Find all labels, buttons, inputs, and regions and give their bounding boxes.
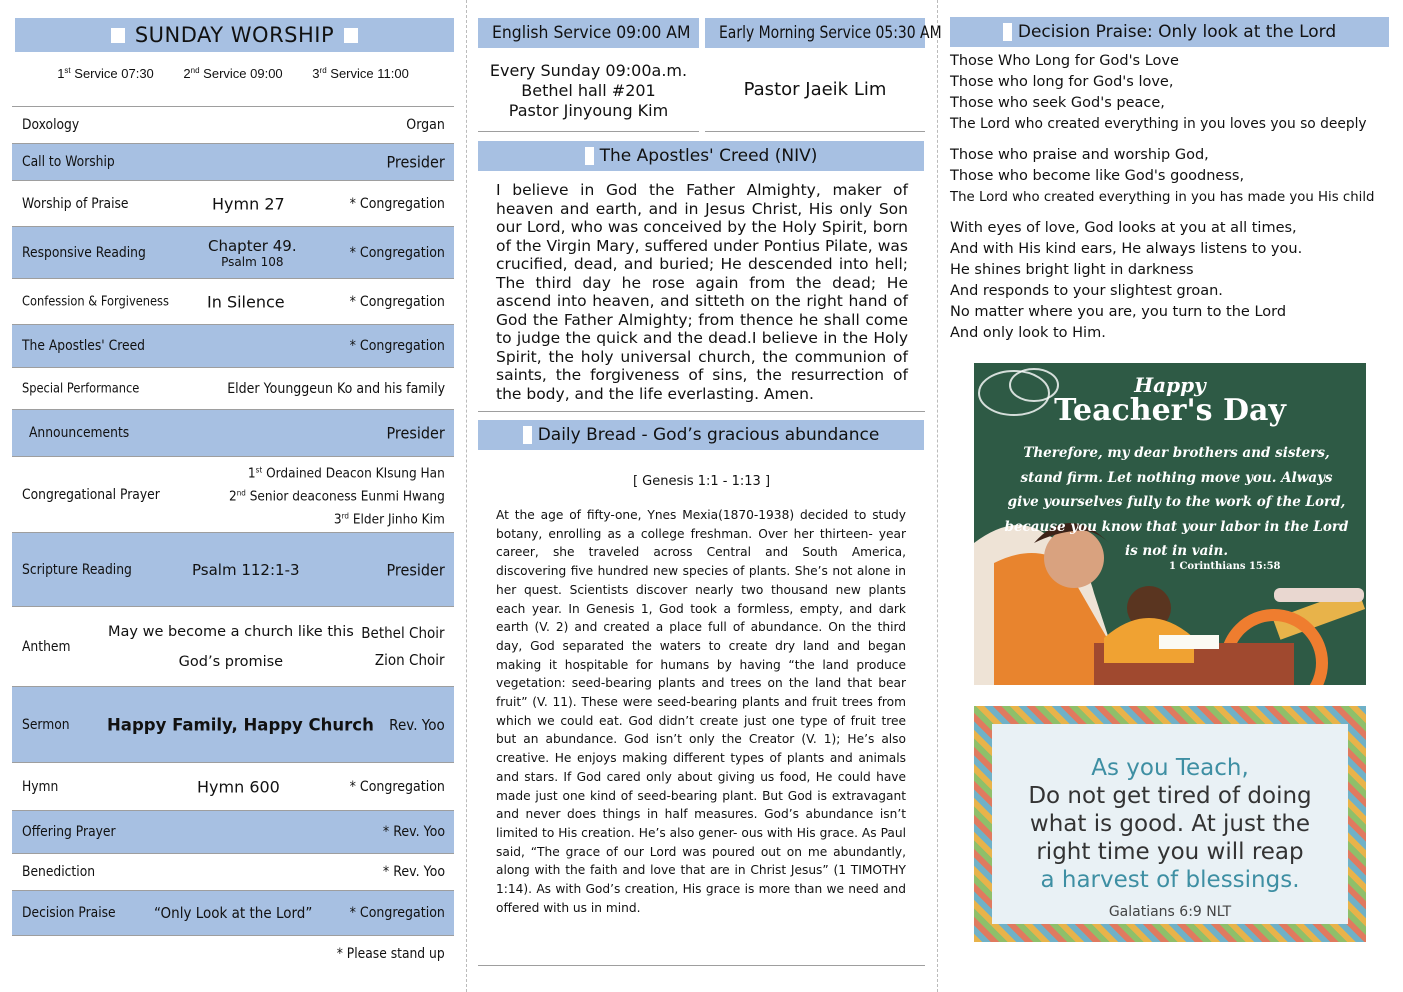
order-row-decision-praise <box>12 890 454 936</box>
row-label: Benediction <box>22 864 96 880</box>
service-time-2: 2nd Service 09:00 <box>183 66 283 81</box>
service-times <box>12 66 454 81</box>
card-line-4: right time you will reap <box>1036 839 1304 865</box>
row-leader: * Rev. Yoo <box>382 824 445 840</box>
teachers-day-citation: 1 Corinthians 15:58 <box>1169 561 1281 572</box>
row-leader: * Congregation <box>349 195 445 212</box>
square-bullet-icon <box>111 28 125 43</box>
prayer-leader-2: 2nd Senior deaconess Eunmi Hwang <box>229 488 445 504</box>
happy-heading: Happy <box>1134 373 1206 397</box>
order-row-doxology <box>12 106 454 143</box>
teachers-day-image <box>974 363 1366 685</box>
row-leader: * Congregation <box>349 905 445 921</box>
row-item: Psalm 112:1-3 <box>192 560 300 579</box>
order-row-apostles-creed <box>12 324 454 367</box>
row-leader: Presider <box>386 423 445 443</box>
prayer-leader-3: 3rd Elder Jinho Kim <box>334 511 445 527</box>
fold-line <box>466 0 467 992</box>
row-leader: Presider <box>386 560 445 579</box>
verse-card <box>992 724 1348 924</box>
daily-bread-text: At the age of fifty-one, Ynes Mexia(1870-1938) decided to study botany, enrolling as a college freshman. Over her thirteen- year career, she traveled across Central and South America, discovering five hundred new species of plants. She’s not alone in her quest. Scientists discover nearly two thousand new plants each year. In Genesis 1, God took a formless, empty, and dark earth (V. 2) and created a place full of abundance. On the third day, God separated the waters to create dry land and began making it hospitable for humans by having “the land produce vegetation: seed-bearing plants and trees on the land that bear fruit” (V. 11). These were seed-bearing plants and fruit trees from which we could eat. God didn’t create just one type of fruit tree but an abundance. God isn’t only the Creator (V. 1); He’s also creative. He enjoys making different types of plants and animals and stars. If God cared only about giving us food, He could have made just one kind of seed-bearing plant. But God is extravagant and never does things in half measures. God’s abundance isn’t limited to His creation. He’s also gener- ous with His grace. As Paul said, “The grace of our Lord was poured out on me abundantly, along with the faith and love that are in Christ Jesus” (1 TIMOTHY 1:14). As with God’s creation, His grace is more than we need and offered with us in mind. <box>496 508 906 915</box>
row-leader: Elder Younggeun Ko and his family <box>227 380 445 397</box>
divider <box>705 131 925 132</box>
teachers-day-verse: Therefore, my dear brothers and sisters, stand firm. Let nothing move you. Always give yourselves fully to the work of the Lord, because you know that your labor in the Lord is not in vain. <box>1004 445 1349 559</box>
row-item: May we become a church like this God’s promise <box>108 623 354 670</box>
english-service-header: English Service 09:00 AM <box>478 18 699 48</box>
row-label: Worship of Praise <box>22 195 129 212</box>
row-leader: * Congregation <box>349 293 445 310</box>
card-line-1: As you Teach, <box>1091 755 1249 781</box>
order-row-anthem <box>12 606 454 686</box>
order-row-special-performance <box>12 367 454 409</box>
row-leader: * Congregation <box>349 338 445 354</box>
row-label: Call to Worship <box>22 154 115 170</box>
lyrics-stanza-3: With eyes of love, God looks at you at all times, And with His kind ears, He always listens to you. He shines bright light in darkness And responds to your slightest groan. No matter where you are, you turn to the Lord And only look to Him. <box>950 220 1303 341</box>
row-label: Special Performance <box>22 381 140 396</box>
row-label: Sermon <box>22 716 70 733</box>
order-row-hymn <box>12 762 454 810</box>
row-leader: * Congregation <box>349 244 445 261</box>
sermon-title: Happy Family, Happy Church <box>107 715 374 734</box>
stand-up-note: * Please stand up <box>337 946 445 962</box>
card-line-3: what is good. At just the <box>1029 811 1311 837</box>
card-citation: Galatians 6:9 NLT <box>1108 904 1232 920</box>
order-row-worship-of-praise <box>12 180 454 226</box>
worship-order-column <box>12 0 454 992</box>
square-bullet-icon <box>1003 23 1012 41</box>
row-leader: * Rev. Yoo <box>382 864 445 880</box>
square-bullet-icon <box>585 147 594 165</box>
row-label: Scripture Reading <box>22 561 132 578</box>
lyrics-stanza-1: Those Who Long for God's Love Those who long for God's love, Those who seek God's peace, The Lord who created everything in you loves you so deeply <box>950 53 1367 132</box>
teachers-day-heading: Teacher's Day <box>1054 393 1286 428</box>
decision-praise-column <box>948 0 1390 992</box>
order-row-sermon <box>12 686 454 762</box>
early-service-header: Early Morning Service 05:30 AM <box>705 18 925 48</box>
card-line-5: a harvest of blessings. <box>1040 867 1300 893</box>
as-you-teach-image <box>974 706 1366 942</box>
services-creed-column <box>478 0 942 992</box>
row-label: Confession & Forgiveness <box>22 294 169 309</box>
prayer-leader-1: 1st Ordained Deacon KIsung Han <box>248 465 445 481</box>
order-row-congregational-prayer <box>12 456 454 532</box>
row-item: “Only Look at the Lord” <box>154 904 313 922</box>
row-item: Hymn 600 <box>197 777 280 796</box>
divider <box>478 131 699 132</box>
row-item: Chapter 49. Psalm 108 <box>208 236 297 269</box>
fold-line <box>937 0 938 992</box>
order-row-announcements <box>12 409 454 456</box>
row-leader: * Congregation <box>349 778 445 795</box>
row-leader: Presider <box>386 152 445 172</box>
row-label: Hymn <box>22 778 59 795</box>
row-label: Announcements <box>29 425 130 441</box>
daily-bread-reference: [ Genesis 1:1 - 1:13 ] <box>632 474 771 489</box>
row-label: Decision Praise <box>22 905 116 921</box>
prayer-leaders <box>229 460 445 529</box>
order-row-confession <box>12 278 454 324</box>
row-item: In Silence <box>207 292 285 311</box>
row-leader: Organ <box>406 117 445 133</box>
row-leader: Bethel Choir Zion Choir <box>361 623 445 669</box>
service-time-3: 3rd Service 11:00 <box>312 66 409 81</box>
sunday-worship-title: SUNDAY WORSHIP <box>134 23 335 47</box>
row-label: Responsive Reading <box>22 244 146 261</box>
decision-praise-header: Decision Praise: Only look at the Lord <box>950 17 1389 47</box>
decision-praise-lyrics <box>950 51 1390 354</box>
order-row-benediction <box>12 853 454 890</box>
row-label: Anthem <box>22 638 71 655</box>
card-line-2: Do not get tired of doing <box>1028 783 1312 809</box>
service-time-1: 1st Service 07:30 <box>57 66 154 81</box>
row-label: Doxology <box>22 117 80 133</box>
row-leader: Rev. Yoo <box>389 715 445 734</box>
row-label: Congregational Prayer <box>22 486 160 503</box>
order-row-call-to-worship <box>12 143 454 180</box>
order-row-offering-prayer <box>12 810 454 853</box>
order-row-scripture-reading <box>12 532 454 606</box>
row-item: Hymn 27 <box>212 194 285 213</box>
early-service-pastor: Pastor Jaeik Lim <box>743 79 887 100</box>
apostles-creed-header: The Apostles' Creed (NIV) <box>478 141 924 171</box>
lyrics-stanza-2: Those who praise and worship God, Those who become like God's goodness, The Lord who created everything in you has made you His child <box>950 147 1375 205</box>
row-label: Offering Prayer <box>22 824 116 840</box>
sunday-worship-banner <box>15 18 454 52</box>
daily-bread-header: Daily Bread - God’s gracious abundance <box>478 420 924 450</box>
square-bullet-icon <box>344 28 358 43</box>
order-row-responsive-reading <box>12 226 454 278</box>
row-label: The Apostles' Creed <box>22 338 145 354</box>
divider <box>478 965 925 966</box>
divider <box>478 411 925 412</box>
apostles-creed-text: I believe in God the Father Almighty, maker of heaven and earth, and in Jesus Christ, His only Son our Lord, who was conceived by the Holy Spirit, born of the Virgin Mary, suffered under Pontius Pilate, was crucified, dead, and buried; He descended into hell; The third day he rose again from the dead; He ascend into heaven, and sitteth on the right hand of God the Father Almighty; from thence he shall come to judge the quick and the dead.I believe in the Holy Spirit, the holy universal church, the communion of saints, the forgiveness of sins, the resurrection of the body, and the life everlasting. Amen. <box>496 181 908 403</box>
english-service-info: Every Sunday 09:00a.m. Bethel hall #201 Pastor Jinyoung Kim <box>489 61 688 120</box>
square-bullet-icon <box>523 426 532 444</box>
